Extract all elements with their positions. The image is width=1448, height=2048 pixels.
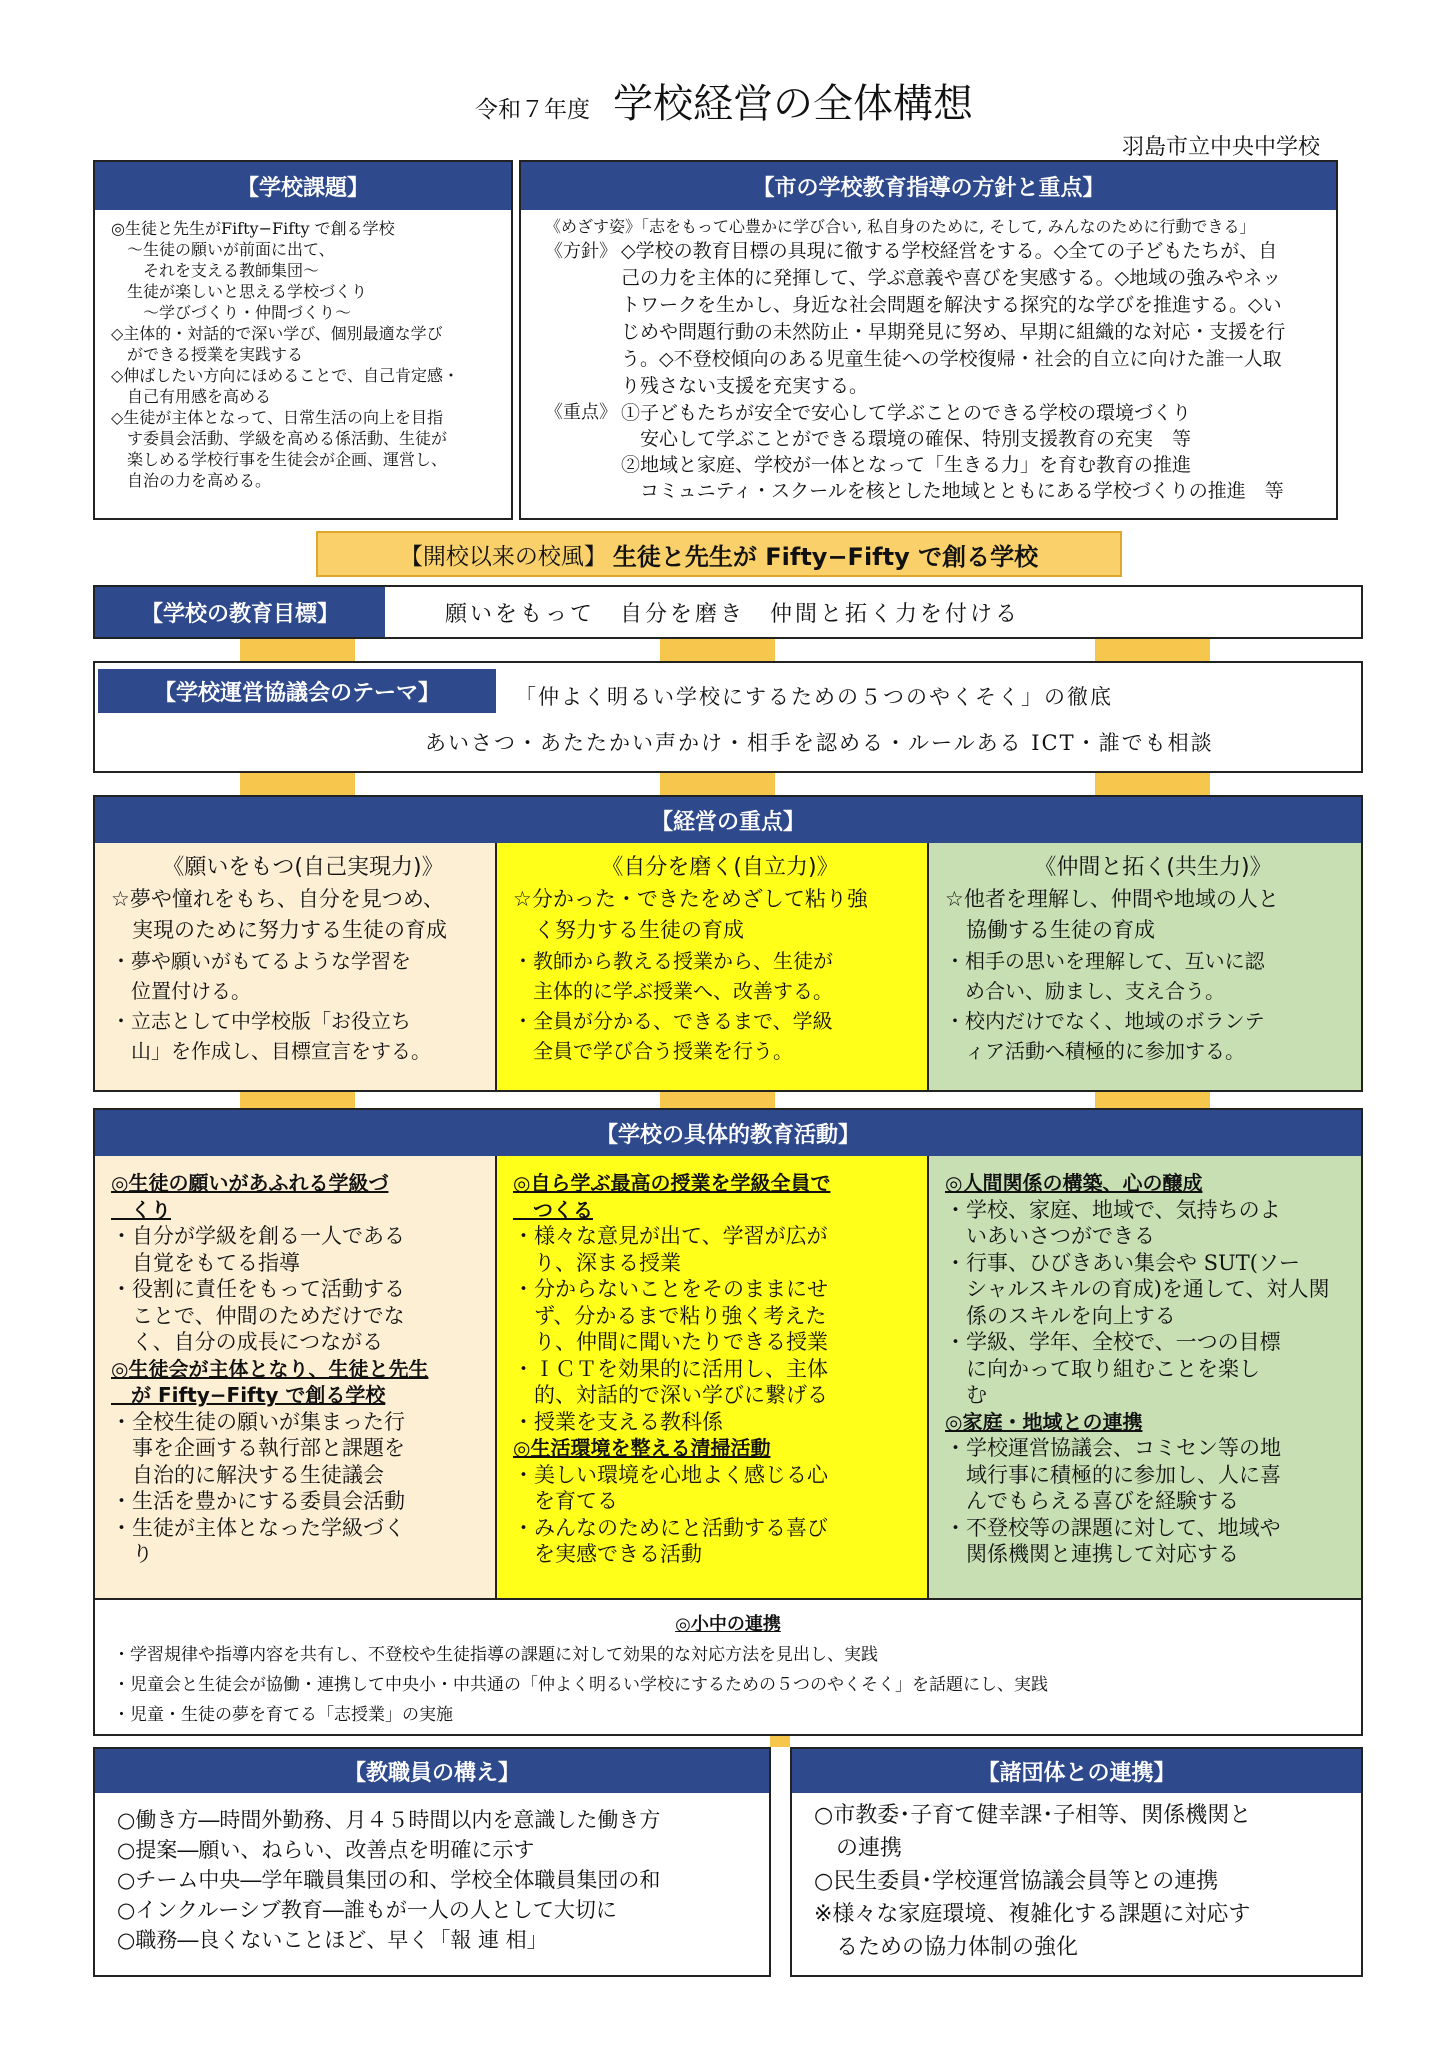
activity-line: ・生徒が主体となった学級づく [111,1515,405,1540]
activity-line: ・様々な意見が出て、学習が広が [513,1224,828,1248]
elem-junior-cooperation [93,1598,1363,1736]
page-title: 学校経営の全体構想 [613,81,974,127]
activity-heading: が Fifty−Fifty で創る学校 [111,1383,386,1407]
connector [660,772,775,796]
juten-line: ①子どもたちが安全で安心して学ぶことのできる学校の環境づくり [621,402,1192,424]
city-policy-heading: 【市の学校教育指導の方針と重点】 [521,162,1336,210]
issue-line: 自治の力を高める。 [111,471,272,490]
activity-line: ・役割に責任をもって活動する [111,1277,405,1301]
priorities-heading: 【経営の重点】 [95,797,1361,843]
priorities-section [93,795,1363,1092]
issue-line: 生徒が楽しいと思える学校づくり [111,282,368,301]
org-line: ○民生委員･学校運営協議会員等との連携 [814,1869,1219,1894]
activity-line: ・学校運営協議会、コミセン等の地 [945,1436,1281,1460]
priority-main-line: 実現のために努力する生徒の育成 [111,918,447,942]
policy-houshin-label: 《方針》 [545,241,617,262]
city-policy-box [519,160,1338,520]
policy-juten-label: 《重点》 [545,402,617,423]
juten-line: 安心して学ぶことができる環境の確保、特別支援教育の充実 等 [621,428,1192,450]
priority-item-line: 山」を作成し、目標宣言をする。 [111,1039,431,1063]
connector [240,1090,355,1110]
connector [660,637,775,663]
activity-line: む [945,1383,987,1407]
priority-title: 《自分を磨く(自立力)》 [601,855,839,880]
activity-line: り、仲間に聞いたりできる授業 [513,1330,828,1354]
elem-cooperation-lines [95,1636,1361,1730]
activity-line: り、深まる授業 [513,1250,681,1275]
connector [240,772,355,796]
priority-item-line: ・相手の思いを理解して、互いに認 [945,949,1265,973]
staff-mindset-lines [95,1793,769,1955]
activity-heading: ◎生徒会が主体となり、生徒と先生 [111,1356,429,1381]
school-issues-lines [95,210,511,491]
priority-column-2 [497,843,929,1090]
council-theme-line1: 「仲よく明るい学校にするための５つのやくそく」の徹底 [515,685,1113,709]
priority-item-line: ・立志として中学校版「お役立ち [111,1009,411,1033]
education-goal-text: 願いをもって 自分を磨き 仲間と拓く力を付ける [445,601,1021,627]
juten-line: コミュニティ・スクールを核とした地域とともにある学校づくりの推進 等 [621,480,1284,502]
staff-mindset-heading: 【教職員の構え】 [95,1749,769,1793]
activity-line: ・学級、学年、全校で、一つの目標 [945,1330,1281,1354]
activity-line: 的、対話的で深い学びに繋げる [513,1383,828,1407]
policy-houshin-lines [621,238,1285,400]
priority-main-line: ☆夢や憧れをもち、自分を見つめ、 [111,887,444,911]
activity-line: ・学校、家庭、地域で、気持ちのよ [945,1197,1281,1222]
activity-heading: つくる [513,1197,593,1222]
activity-heading: ◎生活環境を整える清掃活動 [513,1436,771,1460]
policy-juten-lines [621,400,1284,504]
activities-column-1 [95,1156,497,1598]
activity-line: ・自分が学級を創る一人である [111,1224,405,1248]
staff-line: ○働き方―時間外勤務、月４５時間以内を意識した働き方 [117,1808,661,1832]
issue-line: ◇伸ばしたい方向にほめることで、自己肯定感・ [111,366,459,385]
activity-line: ・ＩＣＴを効果的に活用し、主体 [513,1356,828,1381]
activity-heading: ◎家庭・地域との連携 [945,1409,1143,1434]
priority-item-line: ィア活動へ積極的に参加する。 [945,1039,1245,1063]
priority-main-line: ☆他者を理解し、仲間や地域の人と [945,887,1279,911]
activity-line: り [111,1542,153,1566]
activity-line: に向かって取り組むことを楽し [945,1356,1260,1381]
school-issues-heading: 【学校課題】 [95,162,511,210]
org-line: ○市教委･子育て健幸課･子相等、関係機関と [814,1803,1252,1828]
activity-line: ・授業を支える教科係 [513,1409,723,1434]
priority-title: 《願いをもつ(自己実現力)》 [162,855,444,880]
activity-line: 係のスキルを向上する [945,1303,1176,1328]
priority-item-line: 位置付ける。 [111,979,251,1003]
priority-item-line: 全員で学び合う授業を行う。 [513,1039,793,1063]
houshin-line: じめや問題行動の未然防止・早期発見に努め、早期に組織的な対応・支援を行 [621,321,1286,343]
priority-main-line: く努力する生徒の育成 [513,918,744,942]
page-header [0,72,1448,129]
elem-cooperation-heading: ◎小中の連携 [675,1614,781,1635]
activity-line: ・不登校等の課題に対して、地域や [945,1515,1281,1540]
priority-item-line: め合い、励まし、支え合う。 [945,979,1225,1003]
issue-line: す委員会活動、学級を高める係活動、生徒が [111,429,448,448]
staff-line: ○職務―良くないことほど、早く「報 連 相」 [117,1928,548,1952]
houshin-line: 己の力を主体的に発揮して、学ぶ意義や喜びを実感する。◇地域の強みやネッ [621,267,1282,289]
tradition-label: 【開校以来の校風】 [399,543,607,570]
activities-section [93,1108,1363,1600]
activity-line: 自覚をもてる指導 [111,1250,300,1275]
education-goal-box [93,585,1363,639]
org-line: ※様々な家庭環境、複雑化する課題に対応す [814,1902,1251,1927]
staff-line: ○インクルーシブ教育―誰もが一人の人として大切に [117,1898,617,1922]
priority-column-3 [929,843,1361,1090]
issue-line: ができる授業を実践する [111,345,304,364]
activity-line: シャルスキルの育成)を通して、対人関 [945,1277,1330,1301]
connector [240,637,355,663]
org-line: るための協力体制の強化 [814,1935,1079,1960]
activities-column-2 [497,1156,929,1598]
school-name: 羽島市立中央中学校 [1121,135,1320,160]
priority-main-line: 協働する生徒の育成 [945,918,1155,942]
issue-line: ～生徒の願いが前面に出て、 [111,240,335,259]
org-line: の連携 [814,1836,903,1861]
council-theme-line2: あいさつ・あたたかい声かけ・相手を認める・ルールある ICT・誰でも相談 [425,731,1214,755]
issue-line: ◇主体的・対話的で深い学び、個別最適な学び [111,324,443,343]
priority-title: 《仲間と拓く(共生力)》 [1034,855,1272,880]
activity-heading: ◎自ら学ぶ最高の授業を学級全員で [513,1171,831,1195]
staff-line: ○提案―願い、ねらい、改善点を明確に示す [117,1838,535,1862]
activity-line: ず、分かるまで粘り強く考えた [513,1303,827,1328]
activity-heading: くり [111,1197,171,1222]
priority-column-1 [95,843,497,1090]
issue-line: ◇生徒が主体となって、日常生活の向上を目指 [111,408,443,427]
houshin-line: り残さない支援を充実する。 [621,375,869,397]
connector [1095,772,1210,796]
priority-item-line: 主体的に学ぶ授業へ、改善する。 [513,979,833,1003]
juten-line: ②地域と家庭、学校が一体となって「生きる力」を育む教育の推進 [621,454,1192,476]
policy-mezasu: 《めざす姿》「志をもって心豊かに学び合い, 私自身のために, そして, みんなのために行動できる」 [545,217,1256,236]
houshin-line: トワークを生かし、身近な社会問題を解決する探究的な学びを推進する。◇い [621,294,1282,316]
activity-line: 域行事に積極的に参加し、人に喜 [945,1462,1281,1487]
elem-line: ・学習規律や指導内容を共有し、不登校や生徒指導の課題に対して効果的な対応方法を見出し、実践 [113,1645,878,1665]
priority-item-line: ・校内だけでなく、地域のボランテ [945,1009,1265,1033]
priority-item-line: ・全員が分かる、できるまで、学級 [513,1009,833,1033]
activity-heading: ◎生徒の願いがあふれる学級づ [111,1171,389,1195]
connector [1095,637,1210,663]
staff-mindset-box [93,1747,771,1977]
activity-line: ことで、仲間のためだけでな [111,1303,405,1328]
activity-line: 事を企画する執行部と課題を [111,1436,405,1460]
council-theme-box [93,661,1363,773]
issue-line: ◎生徒と先生がFifty−Fifty で創る学校 [111,219,395,238]
priority-item-line: ・教師から教える授業から、生徒が [513,949,833,973]
activity-line: 関係機関と連携して対応する [945,1542,1239,1566]
activity-line: んでもらえる喜びを経験する [945,1489,1239,1513]
org-cooperation-heading: 【諸団体との連携】 [792,1749,1361,1793]
activity-line: を育てる [513,1489,618,1513]
org-cooperation-box [790,1747,1363,1977]
priority-main-line: ☆分かった・できたをめざして粘り強 [513,887,868,911]
elem-line: ・児童会と生徒会が協働・連携して中央小・中共通の「仲よく明るい学校にするための５つのやくそく」を話題にし、実践 [113,1675,1048,1695]
issue-line: 楽しめる学校行事を生徒会が企画、運営し、 [111,450,448,469]
school-issues-box [93,160,513,520]
activity-line: を実感できる活動 [513,1542,702,1566]
houshin-line: う。◇不登校傾向のある児童生徒への学校復帰・社会的自立に向けた誰一人取 [621,348,1282,370]
connector [660,1090,775,1110]
council-theme-label: 【学校運営協議会のテーマ】 [98,669,496,713]
tradition-text: 生徒と先生が Fifty−Fifty で創る学校 [612,542,1039,571]
issue-line: 自己有用感を高める [111,387,272,406]
activity-line: ・行事、ひびきあい集会や SUT(ソー [945,1250,1300,1275]
activity-line: ・生活を豊かにする委員会活動 [111,1489,405,1513]
staff-line: ○チーム中央―学年職員集団の和、学校全体職員集団の和 [117,1868,661,1892]
houshin-line: ◇学校の教育目標の具現に徹する学校経営をする。◇全ての子どもたちが、自 [621,240,1278,262]
connector [1095,1090,1210,1110]
activities-column-3 [929,1156,1361,1598]
fiscal-year: 令和７年度 [474,97,590,123]
org-cooperation-lines [792,1793,1361,1964]
tradition-banner [316,531,1122,577]
activity-line: 自治的に解決する生徒議会 [111,1462,384,1487]
elem-line: ・児童・生徒の夢を育てる「志授業」の実施 [113,1705,453,1725]
issue-line: それを支える教師集団～ [111,261,320,280]
activity-line: ・みんなのためにと活動する喜び [513,1515,828,1540]
activity-line: ・分からないことをそのままにせ [513,1277,828,1301]
activity-line: ・全校生徒の願いが集まった行 [111,1409,405,1434]
activities-heading: 【学校の具体的教育活動】 [95,1110,1361,1156]
activity-line: く、自分の成長につながる [111,1330,384,1354]
issue-line: ～学びづくり・仲間づくり～ [111,303,352,322]
activity-line: いあいさつができる [945,1224,1155,1248]
activity-line: ・美しい環境を心地よく感じる心 [513,1462,828,1487]
education-goal-label: 【学校の教育目標】 [95,587,385,637]
priority-item-line: ・夢や願いがもてるような学習を [111,949,411,973]
activity-heading: ◎人間関係の構築、心の醸成 [945,1171,1203,1195]
